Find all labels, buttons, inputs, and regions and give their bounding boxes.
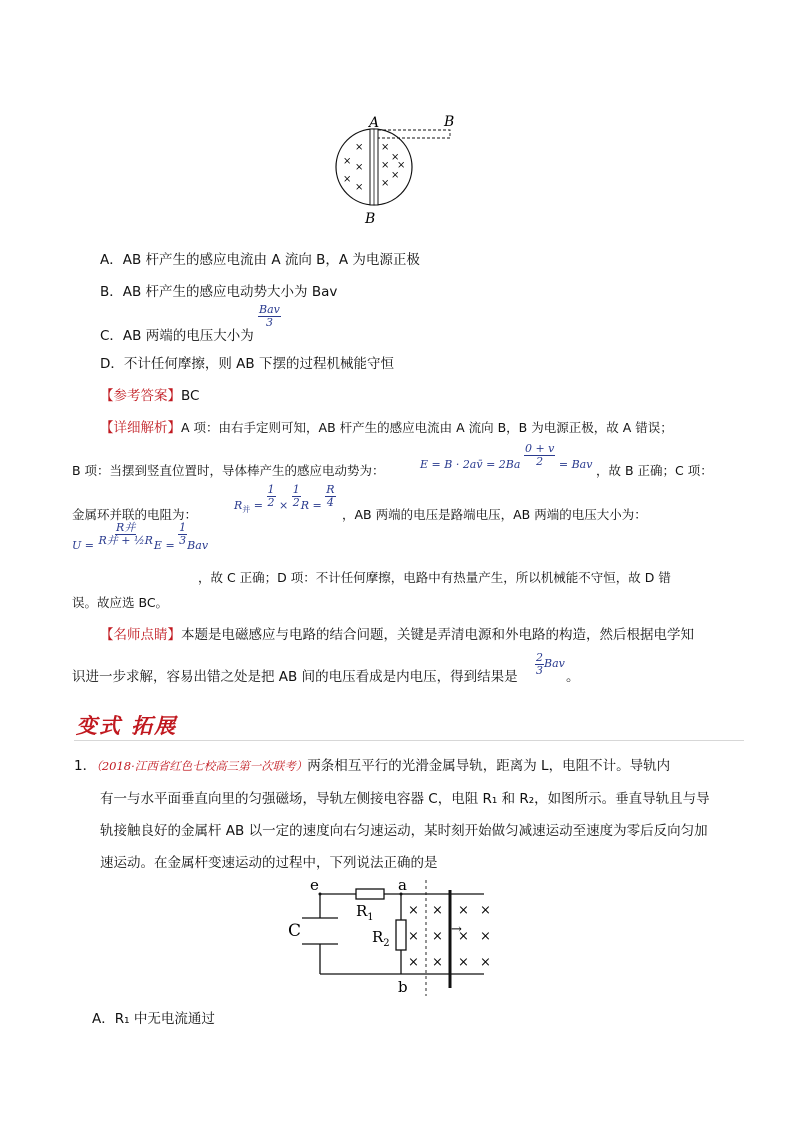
label-r2: [372, 928, 390, 949]
eq-subscript: 并: [242, 505, 251, 515]
eq-part: E =: [153, 539, 179, 553]
question-number: 1．: [74, 758, 97, 774]
analysis-line-4: ，故 C 正确；D 项：不计任何摩擦，电路中有热量产生，所以机械能不守恒，故 D 错: [198, 570, 671, 585]
option-a: A．AB 杆产生的感应电流由 A 流向 B，A 为电源正极: [100, 252, 420, 268]
answer-text: BC: [181, 388, 200, 404]
r2-letter: R: [372, 928, 384, 946]
analysis-line-3-right: ，AB 两端的电压是路端电压，AB 两端的电压大小为：: [342, 507, 647, 522]
r1-letter: R: [356, 902, 368, 920]
fraction-numerator: 0 + v: [524, 442, 555, 455]
figure-circuit-rails: [284, 878, 504, 998]
field-cross: ×: [408, 929, 419, 944]
eq-part: Bav: [544, 657, 565, 671]
analysis-line-5: 误。故应选 BC。: [72, 595, 169, 610]
tip-result: [535, 652, 565, 676]
fraction-denominator: 3: [179, 533, 187, 547]
fraction-numerator: 1: [179, 521, 187, 534]
field-cross: ×: [480, 929, 491, 944]
tip-line-1: [100, 623, 694, 643]
label-b-right: B: [444, 114, 455, 130]
question-1-line-2: 有一与水平面垂直向里的匀强磁场，导轨左侧接电容器 C，电阻 R₁ 和 R₂，如图所示。垂直导轨且与导: [100, 791, 710, 807]
field-cross: ×: [432, 903, 443, 918]
eq-fraction: [325, 484, 335, 508]
label-b: b: [398, 978, 408, 996]
analysis-line-2-right: ，故 B 正确；C 项：: [596, 463, 713, 478]
tip-tag: 【名师点睛】: [100, 627, 181, 643]
answer-tag: 【参考答案】: [100, 388, 181, 404]
question-1-line-4: 速运动。在金属杆变速运动的过程中，下列说法正确的是: [100, 855, 438, 871]
section-heading: 变式 拓展: [76, 713, 178, 738]
fraction-denominator: 2: [267, 495, 275, 509]
option-c: [100, 303, 281, 345]
eq-fraction: [292, 484, 301, 508]
field-cross: ×: [391, 170, 400, 181]
fraction-numerator: R并: [116, 521, 136, 534]
node-e: [319, 893, 322, 896]
reference-answer: [100, 384, 199, 404]
field-cross: ×: [381, 142, 390, 153]
r2-subscript: 2: [383, 938, 390, 949]
label-a: a: [398, 878, 407, 894]
field-cross: ×: [391, 152, 400, 163]
option-c-fraction: [258, 304, 281, 328]
fraction-numerator: R: [326, 483, 335, 496]
fraction-numerator: 1: [267, 483, 275, 496]
field-cross: ×: [343, 156, 352, 167]
fraction-denominator: 4: [326, 495, 334, 509]
question-source: （2018·江西省红色七校高三第一次联考）: [96, 759, 308, 773]
section-divider: [74, 740, 744, 741]
tip-text-1: 本题是电磁感应与电路的结合问题，关键是弄清电源和外电路的构造，然后根据电学知: [181, 627, 694, 643]
tip-end: 。: [566, 669, 580, 685]
eq-part: v̄: [476, 458, 483, 472]
fraction-denominator: 2: [536, 454, 544, 468]
label-r1: [356, 902, 374, 923]
analysis-line-1: [100, 416, 673, 436]
field-cross: ×: [432, 929, 443, 944]
field-cross: ×: [480, 955, 491, 970]
field-cross: ×: [397, 160, 406, 171]
eq-fraction: [535, 652, 544, 676]
tip-line-2: [72, 665, 518, 685]
fraction-numerator: Bav: [259, 303, 280, 316]
field-cross: ×: [458, 955, 469, 970]
label-c: C: [288, 921, 302, 941]
field-cross: ×: [408, 955, 419, 970]
field-cross: ×: [458, 929, 469, 944]
analysis-text-1: A 项：由右手定则可知，AB 杆产生的感应电流由 A 流向 B，B 为电源正极，故 A 错误；: [181, 420, 673, 435]
resistor-r1: [356, 889, 384, 899]
field-cross: ×: [408, 903, 419, 918]
field-cross: ×: [458, 903, 469, 918]
eq-part: = Bav: [555, 458, 593, 472]
analysis-text-2a: B 项：当摆到竖直位置时，导体棒产生的感应电动势为：: [72, 463, 385, 478]
eq-part: R =: [300, 499, 326, 513]
option-b: B．AB 杆产生的感应电动势大小为 Bav: [100, 284, 338, 300]
field-cross: ×: [432, 955, 443, 970]
eq-part: =: [250, 499, 267, 513]
field-cross: ×: [355, 182, 364, 193]
equation-parallel-resistance: [234, 483, 336, 515]
question-text-1: 两条相互平行的光滑金属导轨，距离为 L，电阻不计。导轨内: [307, 758, 671, 774]
field-cross: ×: [355, 162, 364, 173]
eq-fraction: [267, 484, 276, 508]
eq-part: U =: [72, 539, 98, 553]
analysis-line-2: [72, 461, 385, 479]
field-cross: ×: [381, 160, 390, 171]
fraction-denominator: 3: [265, 315, 273, 329]
eq-part: Bav: [187, 539, 209, 553]
question-1-line-3: 轨接触良好的金属杆 AB 以一定的速度向右匀速运动，某时刻开始做匀减速运动至速度为零后反向匀加: [100, 823, 708, 839]
label-a-top: A: [369, 115, 380, 131]
eq-fraction: [97, 522, 153, 546]
equation-emf: [420, 442, 593, 472]
r1-subscript: 1: [367, 912, 374, 923]
field-cross: ×: [381, 178, 390, 189]
field-cross: ×: [480, 903, 491, 918]
analysis-tag: 【详细解析】: [100, 420, 181, 436]
option-c-text: C．AB 两端的电压大小为: [100, 328, 254, 345]
label-e: e: [310, 878, 319, 894]
eq-part: E = B · 2a: [420, 458, 477, 472]
fraction-denominator: 2: [292, 495, 300, 509]
label-b-bottom: B: [365, 211, 376, 227]
equation-terminal-voltage: [72, 521, 209, 553]
fraction-denominator: 3: [536, 663, 543, 677]
fraction-numerator: 2: [536, 651, 543, 664]
eq-fraction: [524, 443, 555, 467]
eq-part: ×: [275, 499, 292, 513]
field-cross: ×: [355, 142, 364, 153]
fraction-numerator: 1: [292, 483, 300, 496]
question-1-line-1: [74, 753, 670, 779]
eq-part: R: [234, 499, 243, 513]
question-1-option-a: A．R₁ 中无电流通过: [92, 1011, 215, 1027]
tip-text-2: 识进一步求解，容易出错之处是把 AB 间的电压看成是内电压，得到结果是: [72, 669, 518, 685]
field-cross: ×: [343, 174, 352, 185]
velocity-arrow-icon: →: [451, 922, 462, 937]
fraction-denominator: R并 + ½R: [98, 533, 153, 547]
analysis-line-3: 金属环并联的电阻为：: [72, 507, 198, 522]
rod-dashed-position: [378, 130, 450, 138]
resistor-r2: [396, 920, 406, 950]
eq-part: = 2Ba: [482, 458, 521, 472]
figure-ring-rod: [325, 110, 465, 230]
wire-top-left: [320, 894, 356, 904]
eq-fraction: [178, 522, 187, 546]
option-d: D．不计任何摩擦，则 AB 下摆的过程机械能守恒: [100, 356, 394, 372]
